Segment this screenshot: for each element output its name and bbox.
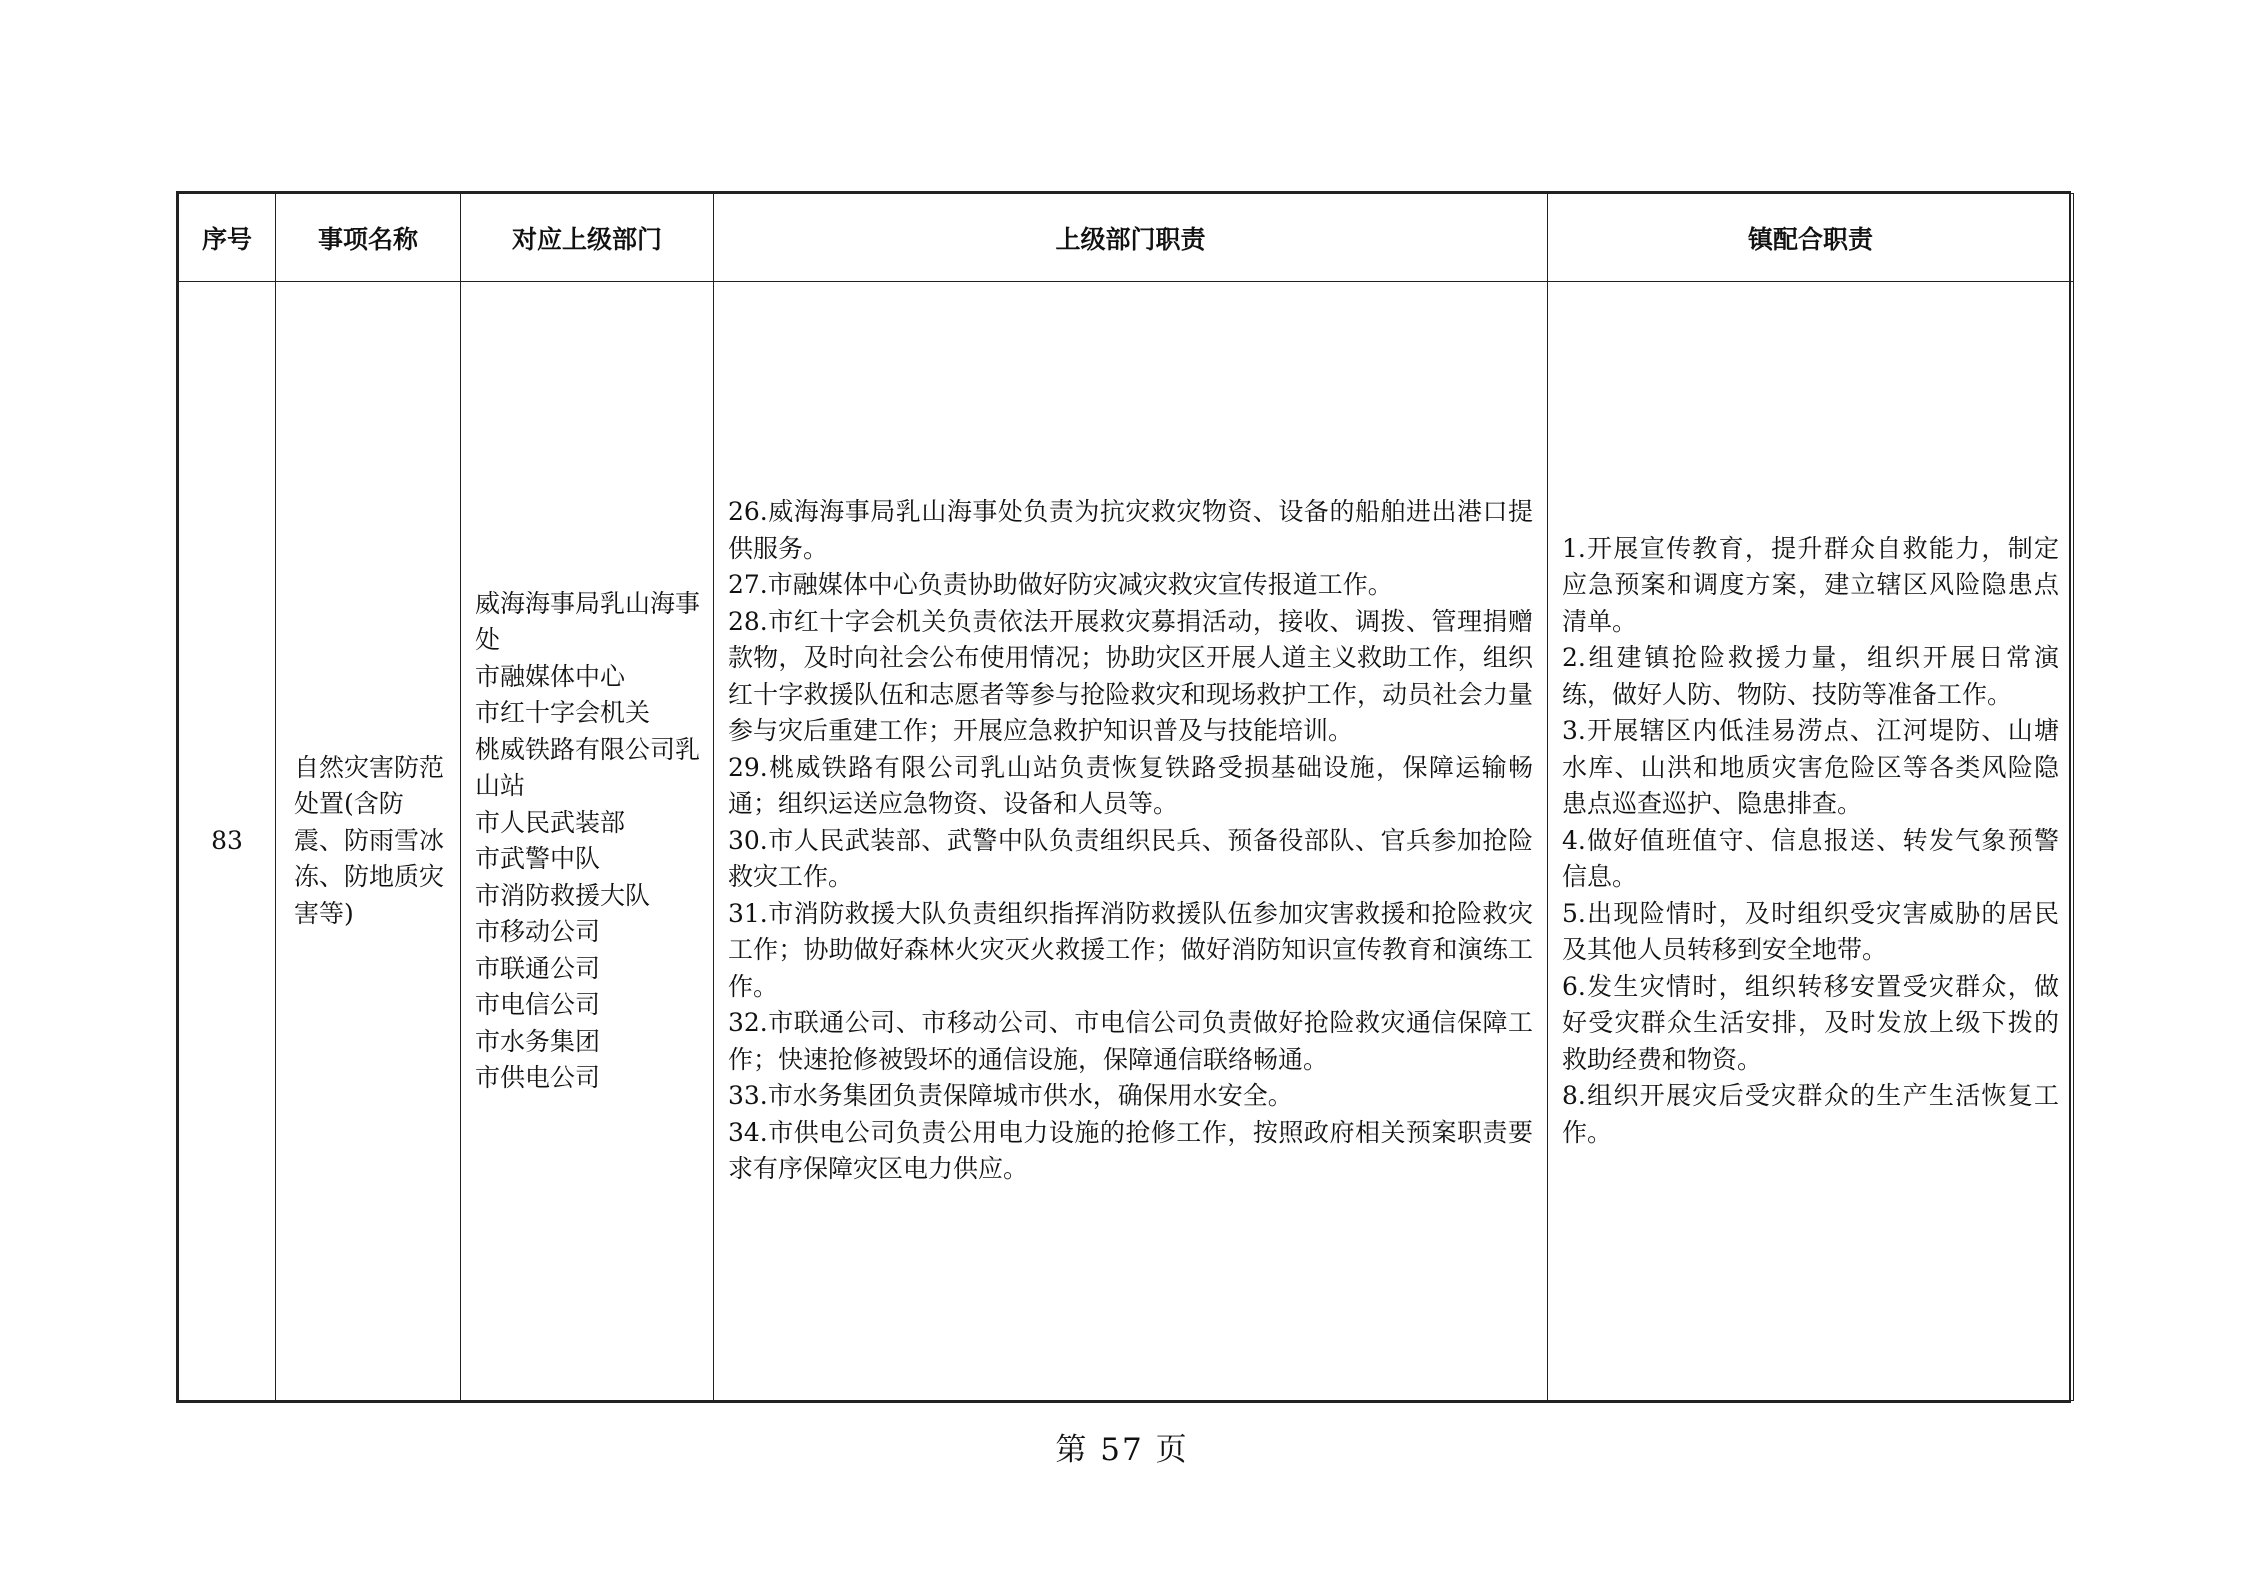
cell-item-name: 自然灾害防范处置(含防震、防雨雪冰冻、防地质灾害等)	[276, 282, 461, 1401]
duty-table-frame	[176, 191, 2071, 1403]
department-item: 市武警中队	[475, 844, 601, 873]
town-duty-item: 5.出现险情时，及时组织受灾害威胁的居民及其他人员转移到安全地带。	[1562, 898, 2059, 965]
table-row	[179, 282, 2074, 1401]
town-duty-item: 4.做好值班值守、信息报送、转发气象预警信息。	[1562, 825, 2059, 892]
header-seq: 序号	[179, 194, 276, 282]
department-item: 市水务集团	[475, 1026, 601, 1056]
duty-table	[178, 193, 2074, 1401]
header-superior-dept: 对应上级部门	[461, 194, 714, 282]
town-duty-item: 8.组织开展灾后受灾群众的生产生活恢复工作。	[1562, 1081, 2059, 1147]
header-item-name: 事项名称	[276, 194, 461, 282]
department-item: 市联通公司	[475, 953, 601, 983]
duty-item: 28.市红十字会机关负责依法开展救灾募捐活动，接收、调拨、管理捐赠款物，及时向社会公布使用情况；协助灾区开展人道主义救助工作，组织红十字救援队伍和志愿者等参与抢险救灾和现场救护工作，动员社会力量参与灾后重建工作；开展应急救护知识普及与技能培训。	[728, 606, 1533, 746]
department-item: 市消防救援大队	[475, 880, 651, 910]
cell-departments	[461, 282, 714, 1401]
duty-item: 34.市供电公司负责公用电力设施的抢修工作，按照政府相关预案职责要求有序保障灾区电力供应。	[728, 1117, 1533, 1184]
town-duty-item: 6.发生灾情时，组织转移安置受灾群众，做好受灾群众生活安排，及时发放上级下拨的救助经费和物资。	[1562, 971, 2059, 1074]
table-header-row	[179, 194, 2074, 282]
department-item: 市红十字会机关	[475, 698, 651, 727]
duty-item: 32.市联通公司、市移动公司、市电信公司负责做好抢险救灾通信保障工作；快速抢修被毁坏的通信设施，保障通信联络畅通。	[728, 1008, 1533, 1074]
town-duty-item: 1.开展宣传教育，提升群众自救能力，制定应急预案和调度方案，建立辖区风险隐患点清单。	[1562, 533, 2059, 636]
header-superior-duties: 上级部门职责	[714, 194, 1548, 282]
department-item: 市电信公司	[475, 990, 601, 1019]
department-item: 市移动公司	[475, 917, 601, 946]
department-item: 市融媒体中心	[475, 661, 626, 691]
duty-item: 33.市水务集团负责保障城市供水，确保用水安全。	[728, 1081, 1293, 1111]
department-item: 市人民武装部	[475, 807, 626, 837]
department-item: 市供电公司	[475, 1063, 601, 1092]
duty-item: 29.桃威铁路有限公司乳山站负责恢复铁路受损基础设施，保障运输畅通；组织运送应急物资、设备和人员等。	[728, 752, 1533, 819]
cell-town-duties	[1548, 282, 2074, 1401]
department-item: 威海海事局乳山海事处	[475, 588, 701, 654]
duty-item: 27.市融媒体中心负责协助做好防灾减灾救灾宣传报道工作。	[728, 570, 1393, 600]
department-item: 桃威铁路有限公司乳山站	[475, 734, 701, 800]
header-town-duties: 镇配合职责	[1548, 194, 2074, 282]
duty-item: 26.威海海事局乳山海事处负责为抗灾救灾物资、设备的船舶进出港口提供服务。	[728, 497, 1533, 563]
town-duty-item: 3.开展辖区内低洼易涝点、江河堤防、山塘水库、山洪和地质灾害危险区等各类风险隐患点巡查巡护、隐患排查。	[1562, 716, 2059, 819]
cell-seq: 83	[179, 282, 276, 1401]
page-number: 第 57 页	[1055, 1432, 1189, 1468]
duty-item: 30.市人民武装部、武警中队负责组织民兵、预备役部队、官兵参加抢险救灾工作。	[728, 825, 1533, 892]
cell-superior-duties	[714, 282, 1548, 1401]
duty-item: 31.市消防救援大队负责组织指挥消防救援队伍参加灾害救援和抢险救灾工作；协助做好森林火灾灭火救援工作；做好消防知识宣传教育和演练工作。	[728, 898, 1533, 1001]
town-duty-item: 2.组建镇抢险救援力量，组织开展日常演练，做好人防、物防、技防等准备工作。	[1562, 643, 2059, 709]
